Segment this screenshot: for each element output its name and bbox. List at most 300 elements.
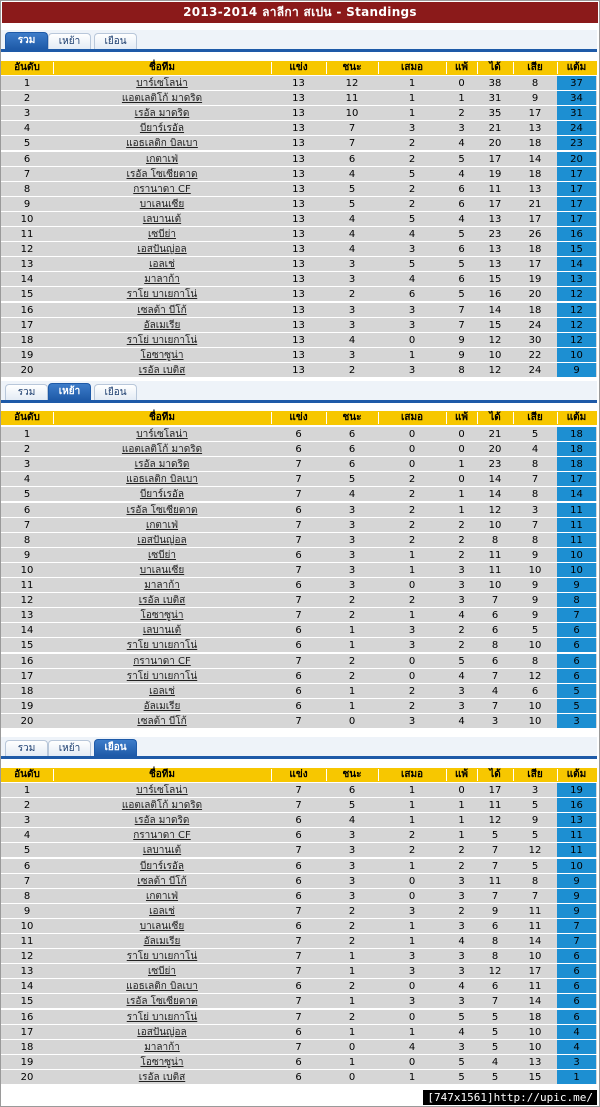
team-link[interactable]: เรอัล มาดริด — [134, 459, 190, 471]
cell-rank: 15 — [20, 289, 34, 301]
cell-ga: 14 — [528, 996, 542, 1008]
cell-rank: 16 — [20, 655, 34, 667]
cell-won: 3 — [348, 845, 356, 857]
cell-pts: 16 — [557, 798, 596, 813]
cell-drawn: 0 — [408, 1056, 416, 1068]
cell-lost: 6 — [458, 183, 465, 195]
cell-pts: 18 — [557, 457, 596, 472]
team-link[interactable]: กรานาดา CF — [133, 830, 191, 842]
cell-ga: 13 — [528, 123, 542, 135]
team-link[interactable]: ราโย บาเยกาโน่ — [126, 289, 198, 301]
cell-played: 7 — [295, 966, 302, 978]
cell-played: 6 — [295, 815, 302, 827]
cell-drawn: 6 — [408, 289, 416, 301]
cell-gf: 16 — [488, 289, 502, 301]
cell-pts: 6 — [557, 654, 596, 669]
cell-rank: 8 — [23, 183, 31, 195]
team-link[interactable]: แอธเลติก บิลเบา — [126, 474, 198, 486]
cell-won: 6 — [348, 459, 356, 471]
column-divider — [513, 412, 514, 424]
cell-lost: 2 — [458, 534, 465, 546]
cell-lost: 2 — [458, 860, 465, 872]
table-row — [1, 979, 597, 994]
team-link[interactable]: ราโย บาเยกาโน่ — [126, 640, 198, 652]
column-header-lost[interactable]: แพ้ — [454, 62, 469, 73]
team-link[interactable]: เรอัล มาดริด — [134, 108, 190, 120]
table-row — [1, 518, 597, 533]
team-link[interactable]: เอสปันญ่อล — [137, 1026, 187, 1038]
table-row — [1, 1055, 597, 1070]
cell-lost: 4 — [458, 981, 465, 993]
cell-won: 5 — [348, 800, 356, 812]
tab-home[interactable]: เหย้า — [48, 33, 91, 49]
cell-gf: 13 — [488, 244, 502, 256]
cell-won: 3 — [348, 259, 356, 271]
table-row — [1, 548, 597, 563]
team-link[interactable]: บียาร์เรอัล — [139, 489, 185, 501]
cell-ga: 24 — [528, 364, 542, 376]
cell-rank: 4 — [23, 123, 31, 135]
column-divider — [271, 62, 272, 74]
cell-pts: 11 — [557, 518, 596, 533]
cell-played: 7 — [295, 610, 302, 622]
cell-rank: 17 — [20, 670, 34, 682]
cell-won: 3 — [348, 274, 356, 286]
table-row — [1, 472, 597, 487]
row-divider — [1, 1084, 597, 1085]
team-link[interactable]: มาลาก้า — [144, 274, 180, 286]
cell-lost: 1 — [458, 800, 465, 812]
cell-drawn: 4 — [408, 1041, 416, 1053]
cell-rank: 17 — [20, 1026, 34, 1038]
cell-rank: 5 — [23, 845, 31, 857]
cell-rank: 5 — [23, 138, 31, 150]
cell-drawn: 1 — [408, 549, 416, 561]
team-link[interactable]: อัลเมเรีย — [143, 936, 181, 947]
cell-drawn: 1 — [408, 860, 416, 872]
cell-lost: 4 — [458, 138, 465, 150]
cell-lost: 3 — [458, 890, 465, 902]
team-link[interactable]: เอสปันญ่อล — [137, 534, 187, 546]
team-link[interactable]: เรอัล เบติส — [138, 1071, 186, 1083]
cell-lost: 0 — [458, 785, 465, 796]
cell-gf: 5 — [491, 830, 499, 842]
team-link[interactable]: เรอัล มาดริด — [134, 815, 190, 827]
cell-gf: 4 — [491, 1056, 499, 1068]
cell-lost: 9 — [458, 334, 465, 346]
column-header-rank[interactable]: อันดับ — [14, 62, 40, 73]
cell-ga: 17 — [528, 108, 542, 120]
cell-played: 6 — [295, 444, 302, 456]
team-link[interactable]: บาเลนเซีย — [139, 198, 185, 210]
team-link[interactable]: ราโย่ บาเยกาโน่ — [126, 334, 198, 346]
team-link[interactable]: อัลเมเรีย — [143, 319, 181, 331]
cell-won: 6 — [348, 429, 356, 440]
cell-played: 6 — [295, 625, 302, 637]
team-link[interactable]: มาลาก้า — [144, 1041, 180, 1053]
table-row — [1, 272, 597, 287]
cell-won: 0 — [348, 715, 356, 727]
table-row — [1, 798, 597, 813]
cell-ga: 21 — [528, 198, 542, 210]
cell-played: 7 — [295, 474, 302, 486]
table-row — [1, 121, 597, 136]
team-link[interactable]: เรอัล โซเซียดาด — [126, 996, 198, 1008]
team-link[interactable]: มาลาก้า — [144, 580, 180, 591]
team-link[interactable]: เรอัล เบติส — [138, 364, 186, 376]
cell-played: 6 — [295, 830, 302, 842]
cell-pts: 15 — [557, 242, 596, 257]
cell-rank: 6 — [23, 860, 31, 872]
cell-pts: 6 — [557, 994, 596, 1009]
cell-drawn: 3 — [408, 123, 416, 135]
cell-rank: 18 — [20, 685, 34, 697]
cell-pts: 24 — [557, 121, 596, 136]
column-header-drawn[interactable]: เสมอ — [400, 412, 424, 423]
cell-gf: 5 — [491, 1026, 499, 1038]
team-link[interactable]: เกตาเฟ่ — [145, 890, 179, 902]
team-link[interactable]: เซลต้า บีโก้ — [137, 875, 187, 887]
cell-drawn: 3 — [408, 996, 416, 1008]
column-header-gf[interactable]: ได้ — [489, 412, 501, 423]
team-link[interactable]: โอซาซูน่า — [140, 349, 184, 361]
cell-ga: 8 — [531, 489, 539, 501]
tab-home[interactable]: เหย้า — [48, 740, 91, 756]
table-row — [1, 828, 597, 843]
cell-ga: 15 — [528, 1071, 542, 1083]
column-divider — [53, 769, 54, 781]
team-link[interactable]: บียาร์เรอัล — [139, 860, 185, 872]
table-row — [1, 487, 597, 502]
team-link[interactable]: เรอัล โซเซียดาด — [126, 168, 198, 180]
cell-won: 3 — [348, 580, 356, 591]
column-header-played[interactable]: แข่ง — [289, 62, 308, 73]
cell-won: 3 — [348, 304, 356, 316]
cell-won: 3 — [348, 534, 356, 546]
team-link[interactable]: แอตเลติโก้ มาดริด — [121, 800, 203, 812]
column-header-lost[interactable]: แพ้ — [454, 412, 469, 423]
table-row — [1, 287, 597, 302]
cell-won: 2 — [348, 364, 356, 376]
table-row — [1, 783, 597, 798]
cell-pts: 1 — [557, 1070, 596, 1085]
column-header-played[interactable]: แข่ง — [289, 769, 308, 780]
cell-gf: 4 — [491, 685, 499, 697]
team-link[interactable]: บาร์เซโลน่า — [136, 785, 188, 796]
cell-pts: 9 — [557, 578, 596, 593]
team-link[interactable]: โอซาซูน่า — [140, 1056, 184, 1068]
cell-played: 6 — [295, 875, 302, 887]
column-header-pts[interactable]: แต้ม — [566, 769, 587, 780]
cell-drawn: 2 — [408, 845, 416, 857]
team-link[interactable]: บาเลนเซีย — [139, 564, 185, 576]
cell-lost: 1 — [458, 93, 465, 105]
cell-played: 13 — [292, 304, 305, 316]
cell-pts: 14 — [557, 257, 596, 272]
cell-pts: 12 — [557, 287, 596, 302]
cell-won: 12 — [345, 78, 359, 89]
cell-lost: 5 — [458, 229, 465, 240]
cell-ga: 10 — [528, 951, 542, 963]
cell-pts: 11 — [557, 843, 596, 858]
cell-played: 6 — [295, 890, 302, 902]
cell-played: 13 — [292, 259, 305, 271]
team-link[interactable]: เซลต้า บีโก้ — [137, 715, 187, 727]
cell-ga: 22 — [528, 349, 542, 361]
cell-lost: 0 — [458, 429, 465, 440]
table-row — [1, 623, 597, 638]
cell-rank: 20 — [20, 1071, 34, 1083]
cell-pts: 17 — [557, 472, 596, 487]
table-row — [1, 684, 597, 699]
cell-played: 7 — [295, 715, 302, 727]
table-row — [1, 333, 597, 348]
cell-gf: 6 — [491, 655, 499, 667]
team-link[interactable]: บาร์เซโลน่า — [136, 429, 188, 440]
cell-rank: 10 — [20, 564, 34, 576]
cell-rank: 1 — [23, 78, 31, 89]
table-row — [1, 654, 597, 669]
cell-played: 6 — [295, 1026, 302, 1038]
column-header-ga[interactable]: เสีย — [527, 769, 543, 780]
table-row — [1, 994, 597, 1009]
team-link[interactable]: เอสปันญ่อล — [137, 244, 187, 256]
column-header-pts[interactable]: แต้ม — [566, 412, 587, 423]
cell-ga: 3 — [531, 785, 539, 796]
column-header-played[interactable]: แข่ง — [289, 412, 308, 423]
team-link[interactable]: โอซาซูน่า — [140, 610, 184, 622]
table-row — [1, 76, 597, 91]
team-link[interactable]: ราโย บาเยกาโน่ — [126, 951, 198, 963]
tab-away[interactable]: เยือน — [94, 33, 137, 49]
column-header-team[interactable]: ชื่อทีม — [149, 769, 175, 780]
cell-gf: 17 — [488, 153, 502, 165]
team-link[interactable]: เซบีย่า — [147, 549, 177, 561]
team-link[interactable]: แอธเลติก บิลเบา — [126, 981, 198, 993]
column-header-rank[interactable]: อันดับ — [14, 412, 40, 423]
cell-rank: 19 — [20, 700, 34, 712]
image-credit: [747x1561]http://upic.me/ — [423, 1090, 597, 1105]
cell-drawn: 0 — [408, 429, 416, 440]
cell-drawn: 2 — [408, 685, 416, 697]
cell-ga: 8 — [531, 78, 539, 89]
cell-gf: 17 — [488, 785, 502, 796]
column-divider — [326, 769, 327, 781]
cell-won: 6 — [348, 153, 356, 165]
column-header-won[interactable]: ชนะ — [342, 62, 362, 73]
cell-pts: 13 — [557, 272, 596, 287]
cell-drawn: 0 — [408, 1011, 416, 1023]
cell-pts: 11 — [557, 828, 596, 843]
cell-lost: 4 — [458, 670, 465, 682]
cell-lost: 3 — [458, 920, 465, 932]
cell-lost: 3 — [458, 685, 465, 697]
column-divider — [271, 412, 272, 424]
cell-lost: 4 — [458, 213, 465, 225]
cell-pts: 6 — [557, 949, 596, 964]
cell-pts: 19 — [557, 783, 596, 798]
cell-drawn: 3 — [408, 905, 416, 917]
team-link[interactable]: เอลเช่ — [149, 259, 175, 271]
cell-played: 7 — [295, 459, 302, 471]
team-link[interactable]: เรอัล โซเซียดาด — [126, 504, 198, 516]
cell-won: 3 — [348, 549, 356, 561]
cell-rank: 19 — [20, 1056, 34, 1068]
cell-drawn: 2 — [408, 138, 416, 150]
cell-gf: 7 — [491, 996, 499, 1008]
cell-played: 6 — [295, 504, 302, 516]
team-link[interactable]: เกตาเฟ่ — [145, 519, 179, 531]
tab-away[interactable]: เยือน — [94, 384, 137, 400]
cell-rank: 6 — [23, 153, 31, 165]
column-header-ga[interactable]: เสีย — [527, 62, 543, 73]
cell-played: 6 — [295, 1071, 302, 1083]
table-row — [1, 227, 597, 242]
cell-drawn: 3 — [408, 951, 416, 963]
cell-pts: 6 — [557, 964, 596, 979]
column-header-ga[interactable]: เสีย — [527, 412, 543, 423]
cell-played: 7 — [295, 534, 302, 546]
team-link[interactable]: ราโย่ บาเยกาโน่ — [126, 1011, 198, 1023]
cell-rank: 9 — [23, 549, 31, 561]
team-link[interactable]: เรอัล เบติส — [138, 595, 186, 607]
team-link[interactable]: เลบานเต้ — [142, 845, 182, 857]
tab-home[interactable]: เหย้า — [48, 383, 91, 400]
cell-won: 2 — [348, 289, 356, 301]
column-divider — [557, 412, 558, 424]
team-link[interactable]: เอลเช่ — [149, 905, 175, 917]
team-link[interactable]: เอลเช่ — [149, 685, 175, 697]
cell-pts: 12 — [557, 333, 596, 348]
cell-won: 1 — [348, 1026, 356, 1038]
cell-pts: 34 — [557, 91, 596, 106]
team-link[interactable]: เลบานเต้ — [142, 625, 182, 637]
column-header-gf[interactable]: ได้ — [489, 769, 501, 780]
team-link[interactable]: เลบานเต้ — [142, 213, 182, 225]
cell-played: 7 — [295, 564, 302, 576]
tab-overall[interactable]: รวม — [5, 384, 48, 400]
table-row — [1, 303, 597, 318]
column-header-won[interactable]: ชนะ — [342, 412, 362, 423]
cell-won: 1 — [348, 996, 356, 1008]
cell-played: 7 — [295, 489, 302, 501]
cell-pts: 10 — [557, 348, 596, 363]
cell-rank: 8 — [23, 534, 31, 546]
team-link[interactable]: เซบีย่า — [147, 966, 177, 978]
cell-rank: 2 — [23, 444, 31, 456]
cell-ga: 17 — [528, 213, 542, 225]
cell-won: 1 — [348, 1056, 356, 1068]
cell-played: 13 — [292, 274, 305, 286]
cell-rank: 13 — [20, 610, 34, 622]
team-link[interactable]: เกตาเฟ่ — [145, 153, 179, 165]
cell-won: 2 — [348, 610, 356, 622]
team-link[interactable]: อัลเมเรีย — [143, 700, 181, 712]
cell-ga: 3 — [531, 504, 539, 516]
column-header-drawn[interactable]: เสมอ — [400, 62, 424, 73]
cell-lost: 8 — [458, 364, 465, 376]
tab-underline — [1, 756, 597, 759]
cell-played: 13 — [292, 244, 305, 256]
team-link[interactable]: บาเลนเซีย — [139, 920, 185, 932]
cell-rank: 7 — [23, 875, 31, 887]
page-title: 2013-2014 ลาลีกา สเปน - Standings — [2, 2, 598, 23]
cell-won: 6 — [348, 785, 356, 796]
table-row — [1, 348, 597, 363]
column-header-drawn[interactable]: เสมอ — [400, 769, 424, 780]
cell-drawn: 1 — [408, 920, 416, 932]
team-link[interactable]: แอตเลติโก้ มาดริด — [121, 444, 203, 456]
column-header-gf[interactable]: ได้ — [489, 62, 501, 73]
team-link[interactable]: แอธเลติก บิลเบา — [126, 138, 198, 150]
table-row — [1, 889, 597, 904]
column-header-rank[interactable]: อันดับ — [14, 769, 40, 780]
tab-away[interactable]: เยือน — [94, 739, 137, 756]
column-divider — [271, 769, 272, 781]
team-link[interactable]: แอตเลติโก้ มาดริด — [121, 93, 203, 105]
cell-drawn: 1 — [408, 800, 416, 812]
column-divider — [477, 412, 478, 424]
column-header-team[interactable]: ชื่อทีม — [149, 62, 175, 73]
column-header-team[interactable]: ชื่อทีม — [149, 412, 175, 423]
cell-rank: 14 — [20, 625, 34, 637]
team-link[interactable]: ราโย่ บาเยกาโน่ — [126, 670, 198, 682]
cell-won: 4 — [348, 489, 356, 501]
cell-played: 13 — [292, 229, 305, 240]
cell-gf: 12 — [488, 364, 502, 376]
cell-won: 4 — [348, 815, 356, 827]
cell-played: 7 — [295, 785, 302, 796]
table-row — [1, 106, 597, 121]
cell-won: 1 — [348, 640, 356, 652]
column-divider — [513, 769, 514, 781]
cell-ga: 8 — [531, 655, 539, 667]
column-header-won[interactable]: ชนะ — [342, 769, 362, 780]
cell-won: 2 — [348, 920, 356, 932]
cell-ga: 24 — [528, 319, 542, 331]
column-divider — [446, 412, 447, 424]
team-link[interactable]: กรานาดา CF — [133, 183, 191, 195]
tab-overall[interactable]: รวม — [5, 740, 48, 756]
column-header-pts[interactable]: แต้ม — [566, 62, 587, 73]
table-row — [1, 533, 597, 548]
cell-rank: 14 — [20, 981, 34, 993]
cell-gf: 13 — [488, 259, 502, 271]
cell-played: 6 — [295, 670, 302, 682]
team-link[interactable]: บียาร์เรอัล — [139, 123, 185, 135]
team-link[interactable]: เซลต้า บีโก้ — [137, 304, 187, 316]
cell-played: 7 — [295, 655, 302, 667]
cell-won: 2 — [348, 905, 356, 917]
cell-played: 6 — [295, 700, 302, 712]
team-link[interactable]: เซบีย่า — [147, 229, 177, 240]
cell-lost: 3 — [458, 951, 465, 963]
cell-ga: 18 — [528, 168, 542, 180]
cell-won: 1 — [348, 966, 356, 978]
cell-gf: 20 — [488, 444, 502, 456]
cell-played: 13 — [292, 183, 305, 195]
column-header-lost[interactable]: แพ้ — [454, 769, 469, 780]
team-link[interactable]: บาร์เซโลน่า — [136, 78, 188, 89]
table-row — [1, 593, 597, 608]
cell-rank: 11 — [20, 936, 34, 947]
cell-gf: 5 — [491, 1011, 499, 1023]
cell-gf: 12 — [488, 966, 502, 978]
tab-overall[interactable]: รวม — [5, 32, 48, 49]
cell-pts: 9 — [557, 363, 596, 378]
team-link[interactable]: กรานาดา CF — [133, 655, 191, 667]
cell-gf: 9 — [491, 905, 499, 917]
